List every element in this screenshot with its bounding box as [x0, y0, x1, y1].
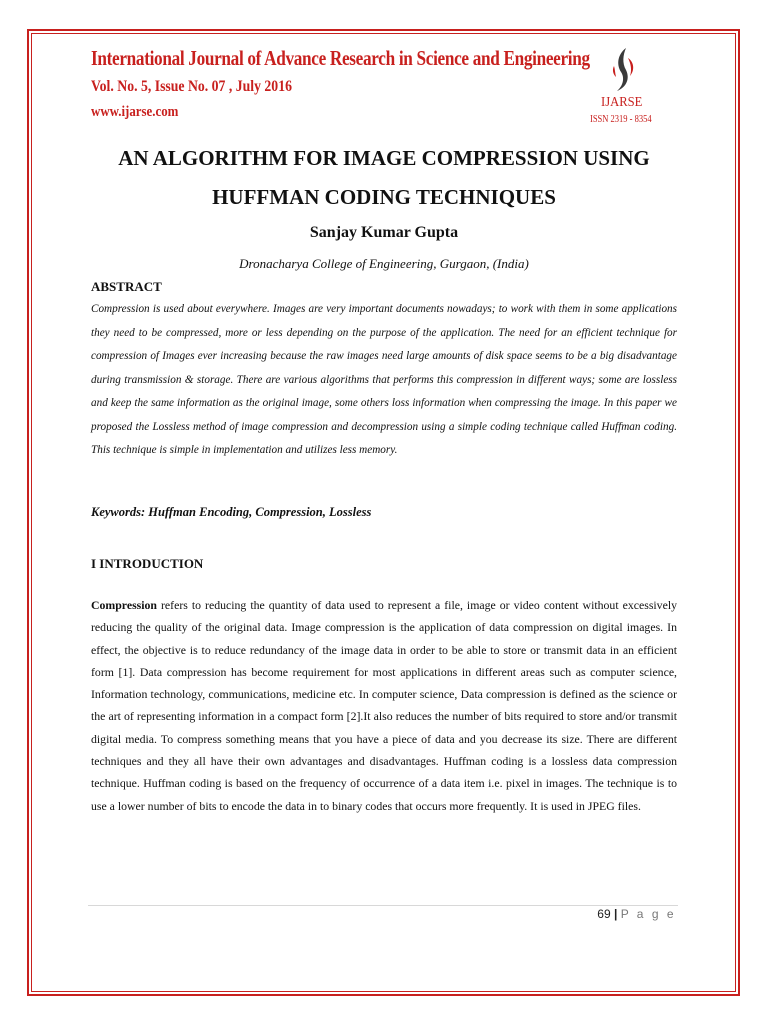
journal-name: International Journal of Advance Research in Science and Engineering: [91, 46, 590, 70]
keywords: Keywords: Huffman Encoding, Compression, Lossless: [91, 505, 372, 519]
page-number: 69: [597, 907, 611, 921]
issn: ISSN 2319 - 8354: [590, 114, 652, 125]
page-separator: |: [613, 907, 618, 921]
abstract-heading: ABSTRACT: [91, 279, 162, 294]
author-name: Sanjay Kumar Gupta: [309, 224, 459, 241]
logo-text: IJARSE: [601, 95, 643, 110]
journal-url: www.ijarse.com: [91, 104, 179, 120]
paper-title-line-1: AN ALGORITHM FOR IMAGE COMPRESSION USING: [118, 146, 650, 170]
footer-divider: [88, 905, 678, 906]
journal-issue: Vol. No. 5, Issue No. 07 , July 2016: [91, 78, 292, 95]
page-number-footer: [560, 907, 676, 921]
author-affiliation: Dronacharya College of Engineering, Gurgaon, (India): [239, 256, 529, 271]
introduction-body: [91, 594, 677, 817]
page-label: P a g e: [620, 907, 676, 921]
paper-title-line-2: HUFFMAN CODING TECHNIQUES: [212, 185, 556, 209]
journal-logo-icon: [604, 44, 644, 94]
introduction-heading: I INTRODUCTION: [91, 556, 204, 571]
abstract-body: Compression is used about everywhere. Images are very important documents nowadays; to work with them in some applications they need to be compressed, more or less depending on the purpose of the application. The need for an efficient technique for compression of Images ever increasing because the raw images need large amounts of disk space seems to be a big disadvantage during transmission & storage. There are various algorithms that performs this compression in different ways; some are lossless and keep the same information as the original image, some others loss information when compressing the image. In this paper we proposed the Lossless method of image compression and decompression using a simple coding technique called Huffman coding. This technique is simple in implementation and utilizes less memory.: [91, 303, 677, 456]
introduction-lead-word: Compression: [91, 598, 157, 612]
introduction-text: refers to reducing the quantity of data used to represent a file, image or video content without excessively reducing the quality of the original data. Image compression is the application of data compression on digital images. In effect, the objective is to reduce redundancy of the image data in order to be able to store or transmit data in an efficient form [1]. Data compression has become requirement for most applications in different areas such as computer science, Information technology, communications, medicine etc. In computer science, Data compression is defined as the science or the art of representing information in a compact form [2].It also reduces the number of bits required to store and/or transmit digital media. To compress something means that you have a piece of data and you decrease its size. There are different techniques and they all have their own advantages and disadvantages. Huffman coding is a lossless data compression technique. Huffman coding is based on the frequency of occurrence of a data item i.e. pixel in images. The technique is to use a lower number of bits to encode the data in to binary codes that occurs more frequently. It is used in JPEG files.: [91, 598, 677, 813]
